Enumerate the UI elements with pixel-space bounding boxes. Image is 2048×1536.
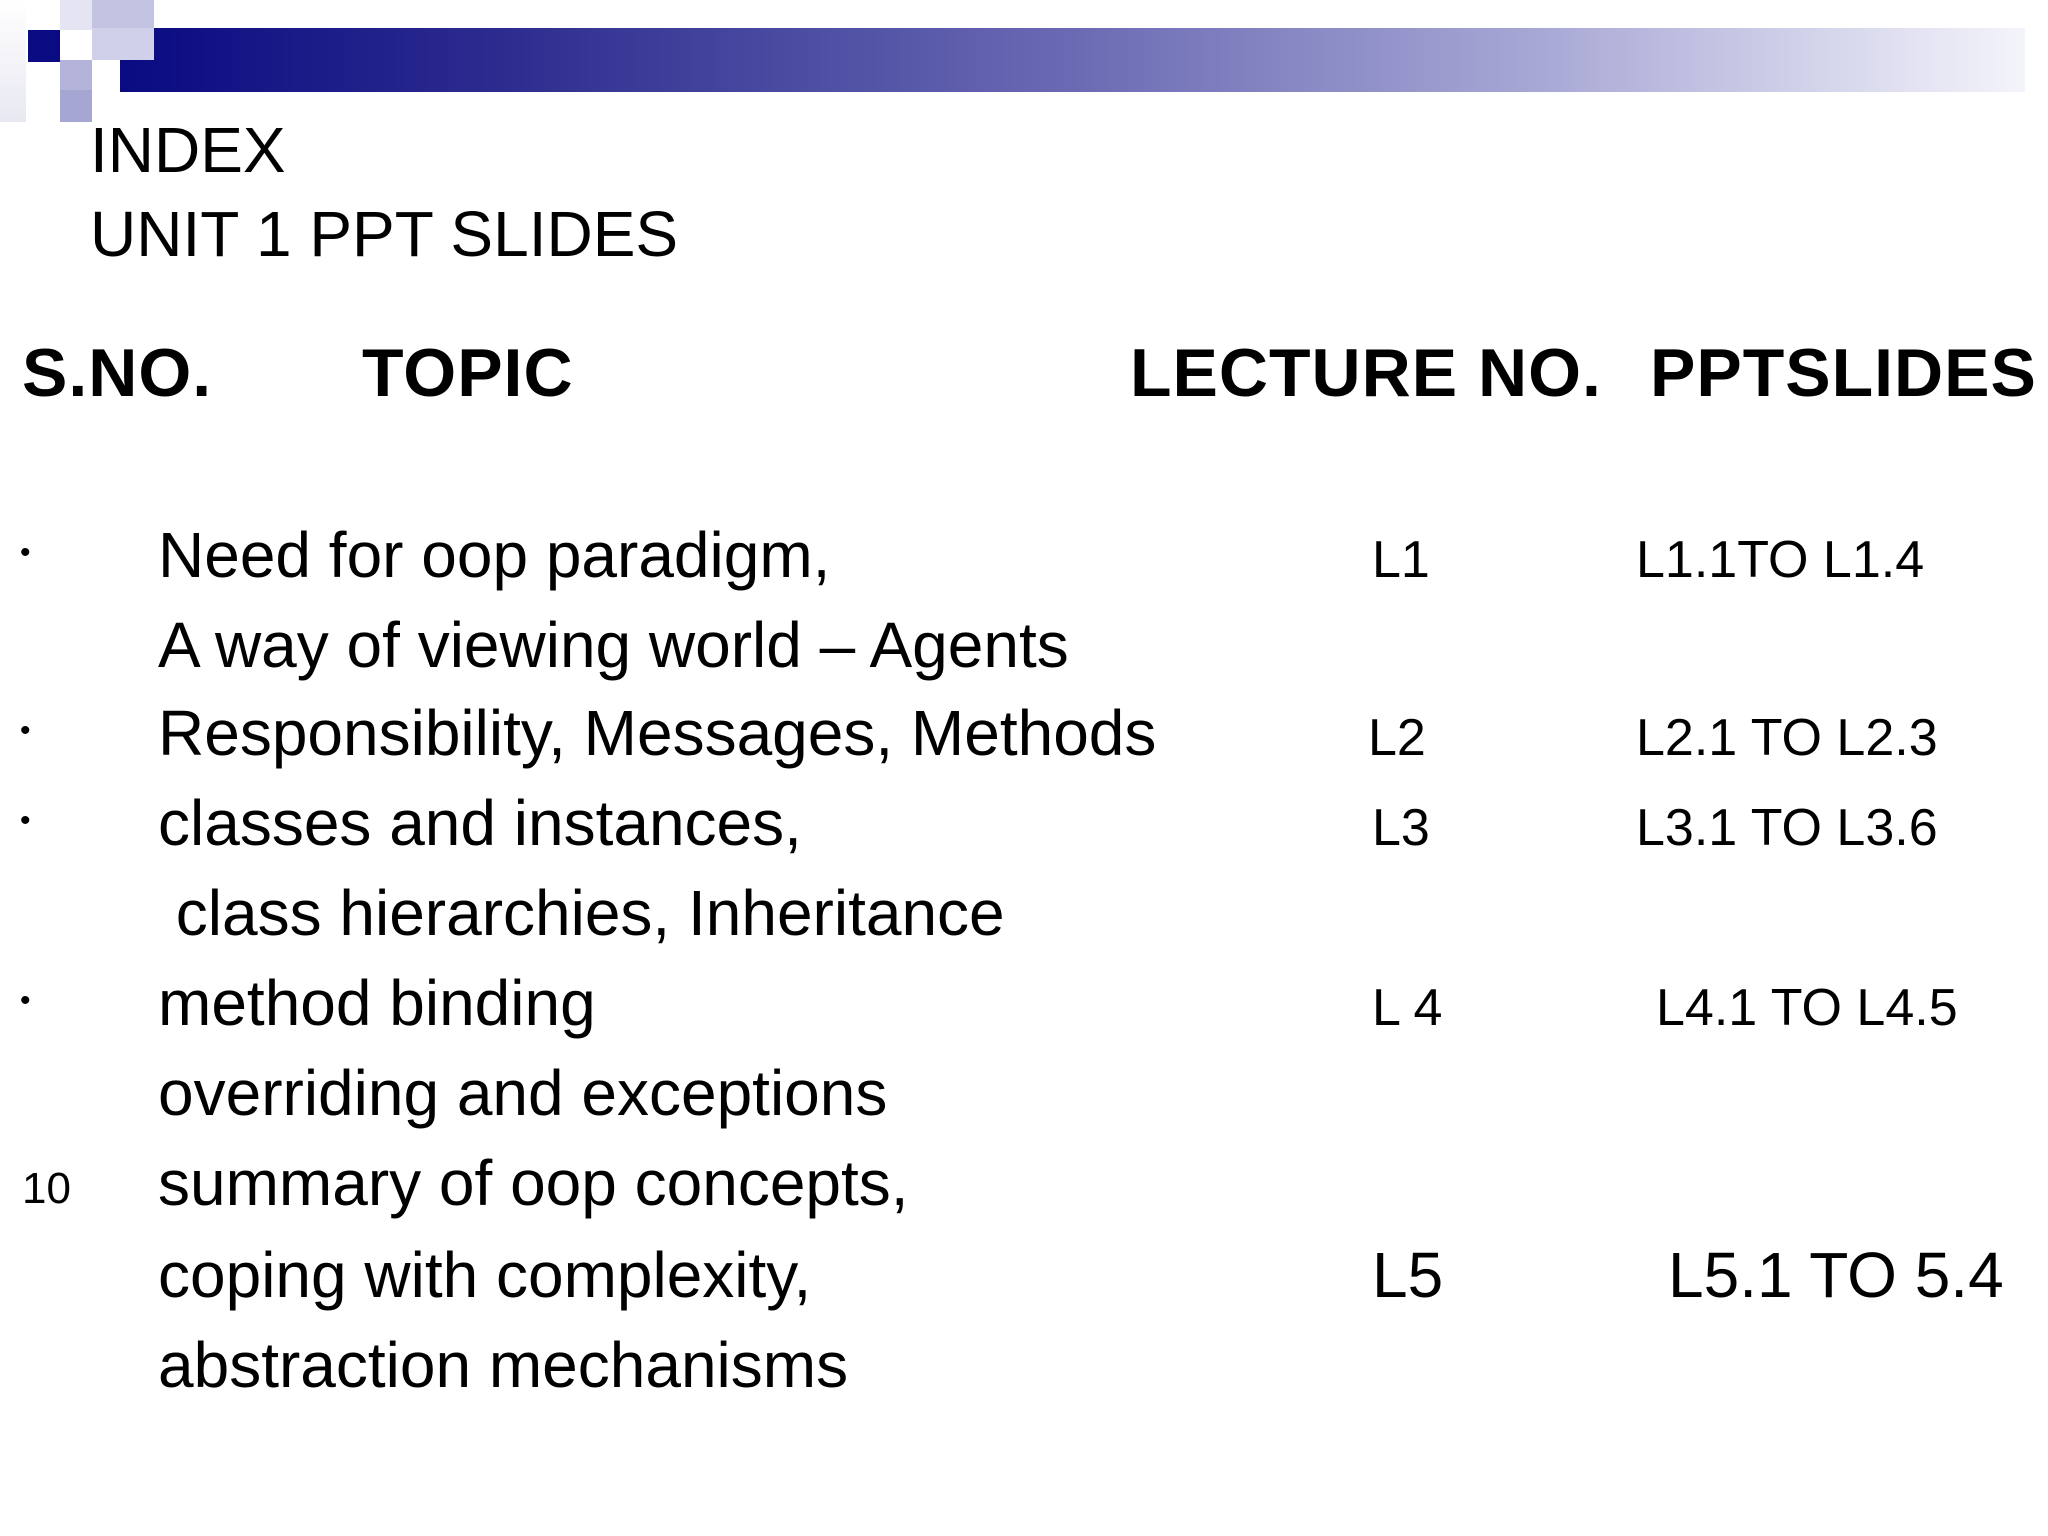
- row-lecture: L5: [1372, 1239, 1444, 1311]
- header-decor-square: [0, 0, 26, 122]
- row-topic: abstraction mechanisms: [158, 1329, 849, 1401]
- title-line-2: UNIT 1 PPT SLIDES: [90, 198, 679, 270]
- row-bullet: •: [20, 804, 31, 837]
- title-line-1: INDEX: [90, 114, 286, 186]
- header-decor-square: [28, 30, 60, 62]
- row-slides: L1.1TO L1.4: [1636, 531, 1925, 589]
- row-topic: class hierarchies, Inheritance: [158, 877, 1005, 949]
- slide-title: [90, 108, 678, 276]
- row-topic: A way of viewing world – Agents: [158, 609, 1069, 681]
- header-gradient-bar: [120, 28, 2025, 92]
- header-decor-square: [60, 0, 92, 30]
- header-sno: S.NO.: [22, 335, 213, 411]
- row-bullet: •: [20, 536, 31, 569]
- row-topic: coping with complexity,: [158, 1239, 812, 1311]
- header-decor-square: [92, 28, 154, 60]
- row-bullet: •: [20, 714, 31, 747]
- row-slides: L5.1 TO 5.4: [1668, 1239, 2004, 1311]
- row-topic: Need for oop paradigm,: [158, 519, 831, 591]
- row-topic: summary of oop concepts,: [158, 1147, 909, 1219]
- row-sno: 10: [22, 1164, 71, 1213]
- header-decor-square: [92, 0, 154, 28]
- row-slides: L3.1 TO L3.6: [1636, 799, 1938, 857]
- header-topic: TOPIC: [362, 335, 574, 411]
- row-topic: overriding and exceptions: [158, 1057, 888, 1129]
- row-topic: method binding: [158, 967, 596, 1039]
- header-ppt-slides: PPTSLIDES: [1650, 335, 2037, 411]
- header-lecture-no: LECTURE NO.: [1130, 335, 1602, 411]
- row-topic: Responsibility, Messages, Methods: [158, 697, 1157, 769]
- header-decor-square: [60, 90, 92, 122]
- row-lecture: L2: [1368, 709, 1426, 767]
- row-slides: L2.1 TO L2.3: [1636, 709, 1938, 767]
- header-decor-square: [60, 60, 92, 90]
- row-lecture: L 4: [1372, 979, 1443, 1037]
- row-topic: classes and instances,: [158, 787, 802, 859]
- row-slides: L4.1 TO L4.5: [1656, 979, 1958, 1037]
- row-lecture: L1: [1372, 531, 1430, 589]
- row-lecture: L3: [1372, 799, 1430, 857]
- row-bullet: •: [20, 984, 31, 1017]
